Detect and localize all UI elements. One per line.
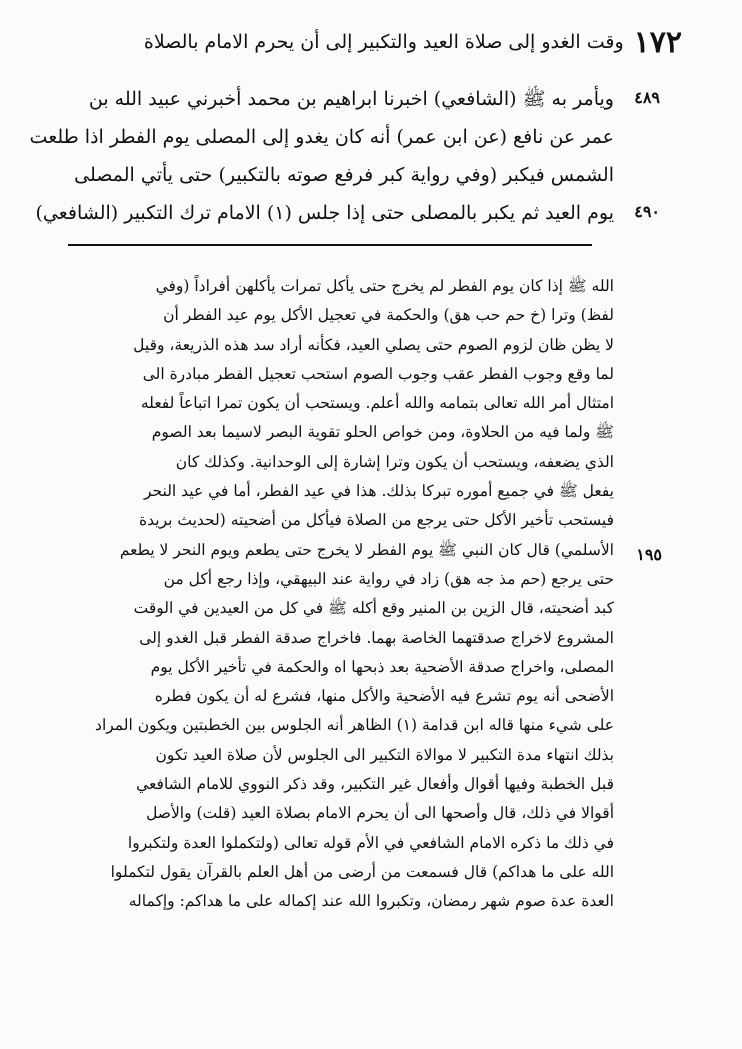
page-number: ١٧٢ [633, 24, 682, 60]
commentary-line: امتثال أمر الله تعالى بتمامه والله أعلم. ويستحب أن يكون تمرا اتباعاً لفعله [140, 394, 614, 413]
commentary-line: لفظ) وترا (خ حم حب هق) والحكمة في تعجيل الأكل يوم عيد الفطر أن [163, 306, 614, 325]
main-line: الشمس فيكبر (وفي رواية كبر فرفع صوته بالتكبير) حتى يأتي المصلى [74, 164, 614, 186]
commentary-line: الذي يضعفه، ويستحب أن يكون وترا إشارة إلى الوحدانية. وكذلك كان [175, 452, 614, 471]
commentary-line: كبد أضحيته، قال الزين بن المنير وقع أكله ﷺ في كل من العيدين في الوقت [133, 599, 614, 618]
footnote-separator [68, 244, 592, 246]
running-title: وقت الغدو إلى صلاة العيد والتكبير إلى أن يحرم الامام بالصلاة [143, 31, 624, 53]
commentary-line: لا يظن ظان لزوم الصوم حتى يصلي العيد، فكأنه أراد سد هذه الذريعة، وقيل [133, 335, 614, 354]
commentary-line: أقوالا في ذلك، قال وأصحها الى أن يحرم الامام بصلاة العيد (قلت) والأصل [146, 804, 614, 823]
hadith-number-489: ٤٨٩ [634, 88, 660, 107]
commentary-line: المصلى، واخراج صدقة الأضحية بعد ذبحها اه والحكمة في تأخير الأكل يوم [150, 657, 614, 676]
hadith-number-490: ٤٩٠ [634, 202, 660, 221]
main-hadith-text [29, 80, 614, 232]
commentary-line: ﷺ ولما فيه من الحلاوة، ومن خواص الحلو تقوية البصر لاسيما بعد الصوم [151, 423, 614, 442]
commentary-line: لما وقع وجوب الفطر عقب وجوب الصوم استحب تعجيل الفطر مبادرة الى [142, 364, 614, 383]
main-line: يوم العيد ثم يكبر بالمصلى حتى إذا جلس (١) الامام ترك التكبير (الشافعي) [35, 202, 614, 224]
commentary-line: فيستحب تأخير الأكل حتى يرجع من الصلاة فيأكل من أضحيته (لحديث بريدة [139, 511, 614, 530]
commentary-line: الأسلمي) قال كان النبي ﷺ يوم الفطر لا يخرج حتى يطعم ويوم النحر لا يطعم [119, 540, 614, 559]
commentary-line: حتى يرجع (حم مذ جه هق) زاد في رواية عند البيهقي، وإذا رجع أكل من [163, 569, 614, 588]
footnote-number-195: ١٩٥ [636, 545, 662, 564]
commentary-line: الأضحى أنه يوم تشرع فيه الأضحية والأكل منها، فشرع له أن يكون فطره [154, 687, 614, 706]
commentary-line: بذلك انتهاء مدة التكبير لا موالاة التكبير الى الجلوس لأن صلاة العيد تكون [155, 745, 614, 764]
commentary-text [74, 272, 614, 917]
commentary-line: الله ﷺ إذا كان يوم الفطر لم يخرج حتى يأكل تمرات يأكلهن أفراداً (وفي [155, 277, 614, 295]
commentary-line: العدة عدة صوم شهر رمضان، وتكبروا الله عند إكماله على ما هداكم: وإكماله [128, 892, 614, 911]
main-line: ويأمر به ﷺ (الشافعي) اخبرنا ابراهيم بن محمد أخبرني عبيد الله بن [88, 88, 614, 110]
commentary-line: قبل الخطبة وفيها أقوال وأفعال غير التكبير، وقد ذكر النووي للامام الشافعي [136, 775, 614, 794]
page-header [90, 22, 682, 62]
commentary-line: يفعل ﷺ في جميع أموره تبركا بذلك. هذا في عيد الفطر، أما في عيد النحر [143, 482, 614, 501]
main-line: عمر عن نافع (عن ابن عمر) أنه كان يغدو إلى المصلى يوم الفطر اذا طلعت [29, 126, 614, 148]
commentary-line: على شيء منها قاله ابن قدامة (١) الظاهر أنه الجلوس بين الخطبتين ويكون المراد [95, 716, 614, 735]
commentary-line: الله على ما هداكم) قال فسمعت من أرضى من أهل العلم بالقرآن يقول لتكملوا [110, 862, 614, 881]
commentary-line: في ذلك ما ذكره الامام الشافعي في الأم قوله تعالى (ولتكملوا العدة ولتكبروا [127, 833, 614, 852]
commentary-line: المشروع لاخراج صدقتهما الخاصة بهما. فاخراج صدقة الفطر قبل الغدو إلى [139, 628, 614, 647]
